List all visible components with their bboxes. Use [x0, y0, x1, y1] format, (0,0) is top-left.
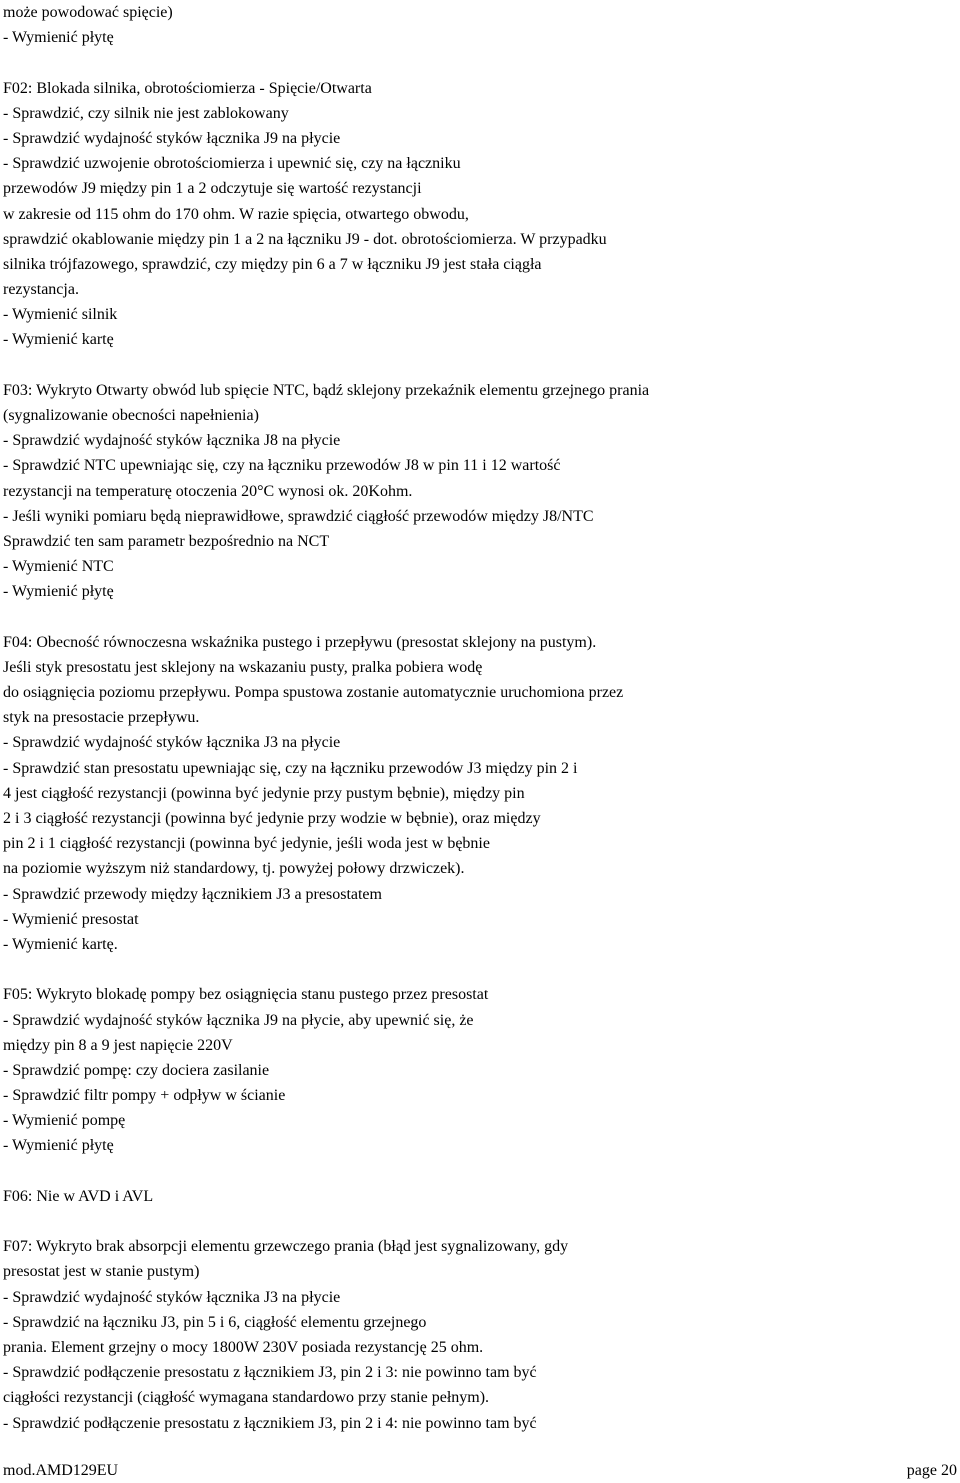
text-line: - Sprawdzić wydajność styków łącznika J8 na płycie	[3, 432, 341, 450]
text-line: - Sprawdzić filtr pompy + odpływ w ścianie	[3, 1087, 286, 1105]
text-line: - Sprawdzić podłączenie presostatu z łącznikiem J3, pin 2 i 3: nie powinno tam być	[3, 1364, 537, 1382]
text-line: (sygnalizowanie obecności napełnienia)	[3, 407, 259, 424]
text-line: - Sprawdzić NTC upewniając się, czy na łączniku przewodów J8 w pin 11 i 12 wartość	[3, 457, 561, 475]
text-line: F06: Nie w AVD i AVL	[3, 1187, 154, 1205]
text-line: - Sprawdzić wydajność styków łącznika J9 na płycie, aby upewnić się, że	[3, 1011, 474, 1029]
text-line: F05: Wykryto blokadę pompy bez osiągnięcia stanu pustego przez presostat	[3, 986, 489, 1004]
text-line: - Wymienić pompę	[3, 1112, 126, 1130]
text-line: F03: Wykryto Otwarty obwód lub spięcie NTC, bądź sklejony przekaźnik elementu grzejnego prania	[3, 381, 650, 399]
text-line: przewodów J9 między pin 1 a 2 odczytuje się wartość rezystancji	[3, 180, 422, 198]
blank-line	[3, 957, 953, 982]
text-line: - Wymienić NTC	[3, 558, 114, 576]
text-line: - Sprawdzić na łączniku J3, pin 5 i 6, ciągłość elementu grzejnego	[3, 1313, 427, 1331]
text-line: sprawdzić okablowanie między pin 1 a 2 na łączniku J9 - dot. obrotościomierza. W przypadku	[3, 230, 607, 248]
text-line: F07: Wykryto brak absorpcji elementu grzewczego prania (błąd jest sygnalizowany, gdy	[3, 1238, 569, 1256]
text-line: F02: Blokada silnika, obrotościomierza - Spięcie/Otwarta	[3, 79, 372, 97]
text-line: 2 i 3 ciągłość rezystancji (powinna być jedynie przy wodzie w bębnie), oraz między	[3, 810, 541, 827]
blank-line	[3, 50, 953, 75]
text-line: - Sprawdzić, czy silnik nie jest zablokowany	[3, 104, 289, 122]
text-line: presostat jest w stanie pustym)	[3, 1263, 200, 1281]
text-line: - Wymienić kartę.	[3, 935, 118, 953]
text-line: - Wymienić presostat	[3, 910, 139, 928]
text-line: - Sprawdzić pompę: czy dociera zasilanie	[3, 1061, 270, 1079]
text-line: 4 jest ciągłość rezystancji (powinna być jedynie przy pustym bębnie), między pin	[3, 784, 525, 802]
text-line: - Wymienić płytę	[3, 29, 114, 47]
blank-line	[3, 1159, 953, 1184]
footer-model: mod.AMD129EU	[3, 1462, 119, 1479]
text-line: - Sprawdzić stan presostatu upewniając się, czy na łączniku przewodów J3 między pin 2 i	[3, 759, 578, 777]
text-line: F04: Obecność równoczesna wskaźnika pustego i przepływu (presostat sklejony na pustym).	[3, 633, 597, 651]
text-line: - Jeśli wyniki pomiaru będą nieprawidłowe, sprawdzić ciągłość przewodów między J8/NTC	[3, 507, 594, 525]
text-line: - Wymienić płytę	[3, 1137, 114, 1155]
text-line: styk na presostacie przepływu.	[3, 709, 200, 727]
text-line: prania. Element grzejny o mocy 1800W 230V posiada rezystancję 25 ohm.	[3, 1338, 484, 1356]
text-line: - Wymienić silnik	[3, 306, 118, 324]
text-line: - Sprawdzić wydajność styków łącznika J9 na płycie	[3, 129, 341, 147]
document-body	[3, 0, 953, 1436]
text-line: pin 2 i 1 ciągłość rezystancji (powinna być jedynie, jeśli woda jest w bębnie	[3, 835, 490, 853]
text-line: rezystancja.	[3, 281, 79, 299]
blank-line	[3, 353, 953, 378]
text-line: - Wymienić kartę	[3, 331, 114, 349]
text-line: - Sprawdzić uzwojenie obrotościomierza i upewnić się, czy na łączniku	[3, 155, 461, 173]
text-line: - Wymienić płytę	[3, 583, 114, 601]
text-line: do osiągnięcia poziomu przepływu. Pompa spustowa zostanie automatycznie uruchomiona przez	[3, 684, 624, 702]
text-line: rezystancji na temperaturę otoczenia 20°C wynosi ok. 20Kohm.	[3, 482, 413, 500]
text-line: Sprawdzić ten sam parametr bezpośrednio na NCT	[3, 532, 330, 550]
footer-page-number: page 20	[906, 1462, 957, 1479]
text-line: - Sprawdzić wydajność styków łącznika J3 na płycie	[3, 1288, 341, 1306]
text-line: może powodować spięcie)	[3, 4, 173, 21]
text-line: na poziomie wyższym niż standardowy, tj. powyżej połowy drzwiczek).	[3, 860, 465, 878]
text-line: - Sprawdzić wydajność styków łącznika J3 na płycie	[3, 734, 341, 752]
text-line: Jeśli styk presostatu jest sklejony na wskazaniu pusty, pralka pobiera wodę	[3, 658, 483, 676]
text-line: ciągłości rezystancji (ciągłość wymagana standardowo przy stanie pełnym).	[3, 1389, 490, 1407]
blank-line	[3, 605, 953, 630]
blank-line	[3, 1209, 953, 1234]
text-line: - Sprawdzić przewody między łącznikiem J3 a presostatem	[3, 885, 382, 903]
text-line: - Sprawdzić podłączenie presostatu z łącznikiem J3, pin 2 i 4: nie powinno tam być	[3, 1414, 537, 1432]
text-line: w zakresie od 115 ohm do 170 ohm. W razie spięcia, otwartego obwodu,	[3, 205, 469, 223]
text-line: silnika trójfazowego, sprawdzić, czy między pin 6 a 7 w łączniku J9 jest stała ciągła	[3, 255, 542, 273]
text-line: między pin 8 a 9 jest napięcie 220V	[3, 1036, 233, 1054]
